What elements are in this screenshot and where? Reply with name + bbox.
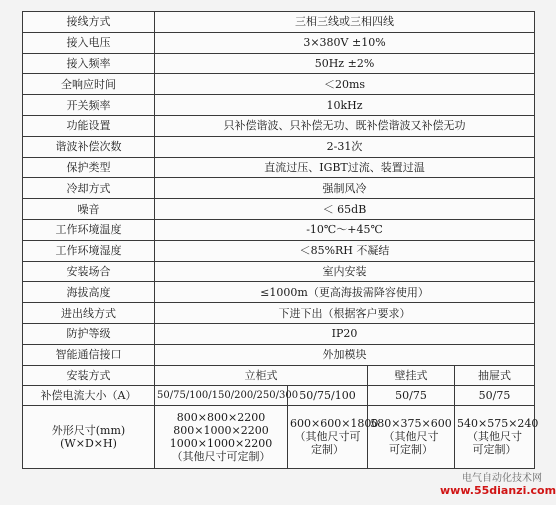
spec-value: 10kHz — [155, 95, 535, 116]
spec-label: 智能通信接口 — [23, 344, 155, 365]
size-cabinet-a-line: 800×800×2200 — [176, 410, 266, 424]
spec-label: 进出线方式 — [23, 303, 155, 324]
current-cabinet-a: 50/75/100/150/200/250/300 — [155, 385, 288, 405]
spec-row — [23, 74, 535, 95]
size-wall-line: 580×375×600 — [370, 417, 452, 431]
spec-value: 外加模块 — [155, 344, 535, 365]
size-row — [23, 405, 535, 468]
size-label-line2: (W×D×H) — [60, 436, 117, 450]
current-wall: 50/75 — [368, 385, 455, 405]
spec-row — [23, 303, 535, 324]
spec-label: 噪音 — [23, 199, 155, 220]
spec-value: 下进下出（根据客户要求） — [155, 303, 535, 324]
size-cabinet-a-line: （其他尺寸可定制） — [171, 449, 271, 463]
size-drawer — [455, 405, 539, 468]
install-row — [23, 365, 535, 385]
spec-label: 谐波补偿次数 — [23, 136, 155, 157]
spec-label: 海拔高度 — [23, 282, 155, 303]
current-row — [23, 385, 535, 405]
spec-row — [23, 136, 535, 157]
spec-value: ＜85%RH 不凝结 — [155, 240, 535, 261]
spec-label: 全响应时间 — [23, 74, 155, 95]
spec-row — [23, 219, 535, 240]
spec-label: 接线方式 — [23, 12, 155, 33]
spec-value: 只补偿谐波、只补偿无功、既补偿谐波又补偿无功 — [155, 115, 535, 136]
size-cabinet-a — [155, 405, 288, 468]
current-drawer: 50/75 — [455, 385, 535, 405]
spec-row — [23, 95, 535, 116]
spec-value: ＜ 65dB — [155, 199, 535, 220]
source-site-name: 电气自动化技术网 — [462, 473, 542, 484]
current-cabinet-b: 50/75/100 — [288, 385, 368, 405]
spec-label: 工作环境湿度 — [23, 240, 155, 261]
spec-label: 开关频率 — [23, 95, 155, 116]
size-wall-line: （其他尺寸 — [383, 430, 439, 444]
size-drawer-line: 可定制） — [472, 443, 517, 457]
spec-label: 功能设置 — [23, 115, 155, 136]
spec-value: ＜20ms — [155, 74, 535, 95]
current-label: 补偿电流大小（A） — [23, 385, 155, 405]
size-wall — [368, 405, 455, 468]
spec-label: 安装场合 — [23, 261, 155, 282]
size-cabinet-b-line: 定制） — [311, 443, 344, 457]
size-wall-line: 可定制） — [389, 443, 433, 457]
spec-row — [23, 115, 535, 136]
spec-value: 直流过压、IGBT过流、装置过温 — [155, 157, 535, 178]
spec-row — [23, 12, 535, 33]
install-label: 安装方式 — [23, 365, 155, 385]
spec-value: 三相三线或三相四线 — [155, 12, 535, 33]
spec-row — [23, 178, 535, 199]
spec-value: 强制风冷 — [155, 178, 535, 199]
source-site-url[interactable]: www.55dianzi.com — [440, 484, 556, 497]
install-wall: 壁挂式 — [368, 365, 455, 385]
spec-value: 2-31次 — [155, 136, 535, 157]
size-cabinet-b-line: （其他尺寸可 — [294, 430, 361, 444]
spec-row — [23, 323, 535, 344]
spec-table — [22, 11, 539, 469]
spec-row — [23, 199, 535, 220]
spec-row — [23, 53, 535, 74]
size-cabinet-a-line: 1000×1000×2200 — [169, 436, 273, 450]
spec-label: 接入频率 — [23, 53, 155, 74]
install-drawer: 抽屉式 — [455, 365, 535, 385]
size-label — [23, 405, 155, 468]
spec-row — [23, 240, 535, 261]
size-cabinet-b — [288, 405, 379, 468]
size-drawer-line: （其他尺寸 — [467, 430, 522, 444]
spec-label: 接入电压 — [23, 32, 155, 53]
spec-body — [23, 12, 539, 469]
spec-value: IP20 — [155, 323, 535, 344]
spec-value: -10℃～+45℃ — [155, 219, 535, 240]
spec-value: ≤1000m（更高海拔需降容使用） — [155, 282, 535, 303]
spec-label: 冷却方式 — [23, 178, 155, 199]
spec-value: 50Hz ±2% — [155, 53, 535, 74]
spec-row — [23, 157, 535, 178]
spec-row — [23, 32, 535, 53]
size-drawer-line: 540×575×240 — [457, 417, 539, 431]
spec-label: 工作环境温度 — [23, 219, 155, 240]
size-label-line1: 外形尺寸(mm) — [51, 423, 126, 437]
spec-label: 保护类型 — [23, 157, 155, 178]
spec-value: 室内安装 — [155, 261, 535, 282]
spec-value: 3×380V ±10% — [155, 32, 535, 53]
install-cabinet: 立柜式 — [155, 365, 368, 385]
spec-row — [23, 282, 535, 303]
size-cabinet-b-line: 600×600×1800 — [290, 417, 379, 431]
spec-row — [23, 344, 535, 365]
spec-label: 防护等级 — [23, 323, 155, 344]
size-cabinet-a-line: 800×1000×2200 — [173, 423, 269, 437]
spec-row — [23, 261, 535, 282]
